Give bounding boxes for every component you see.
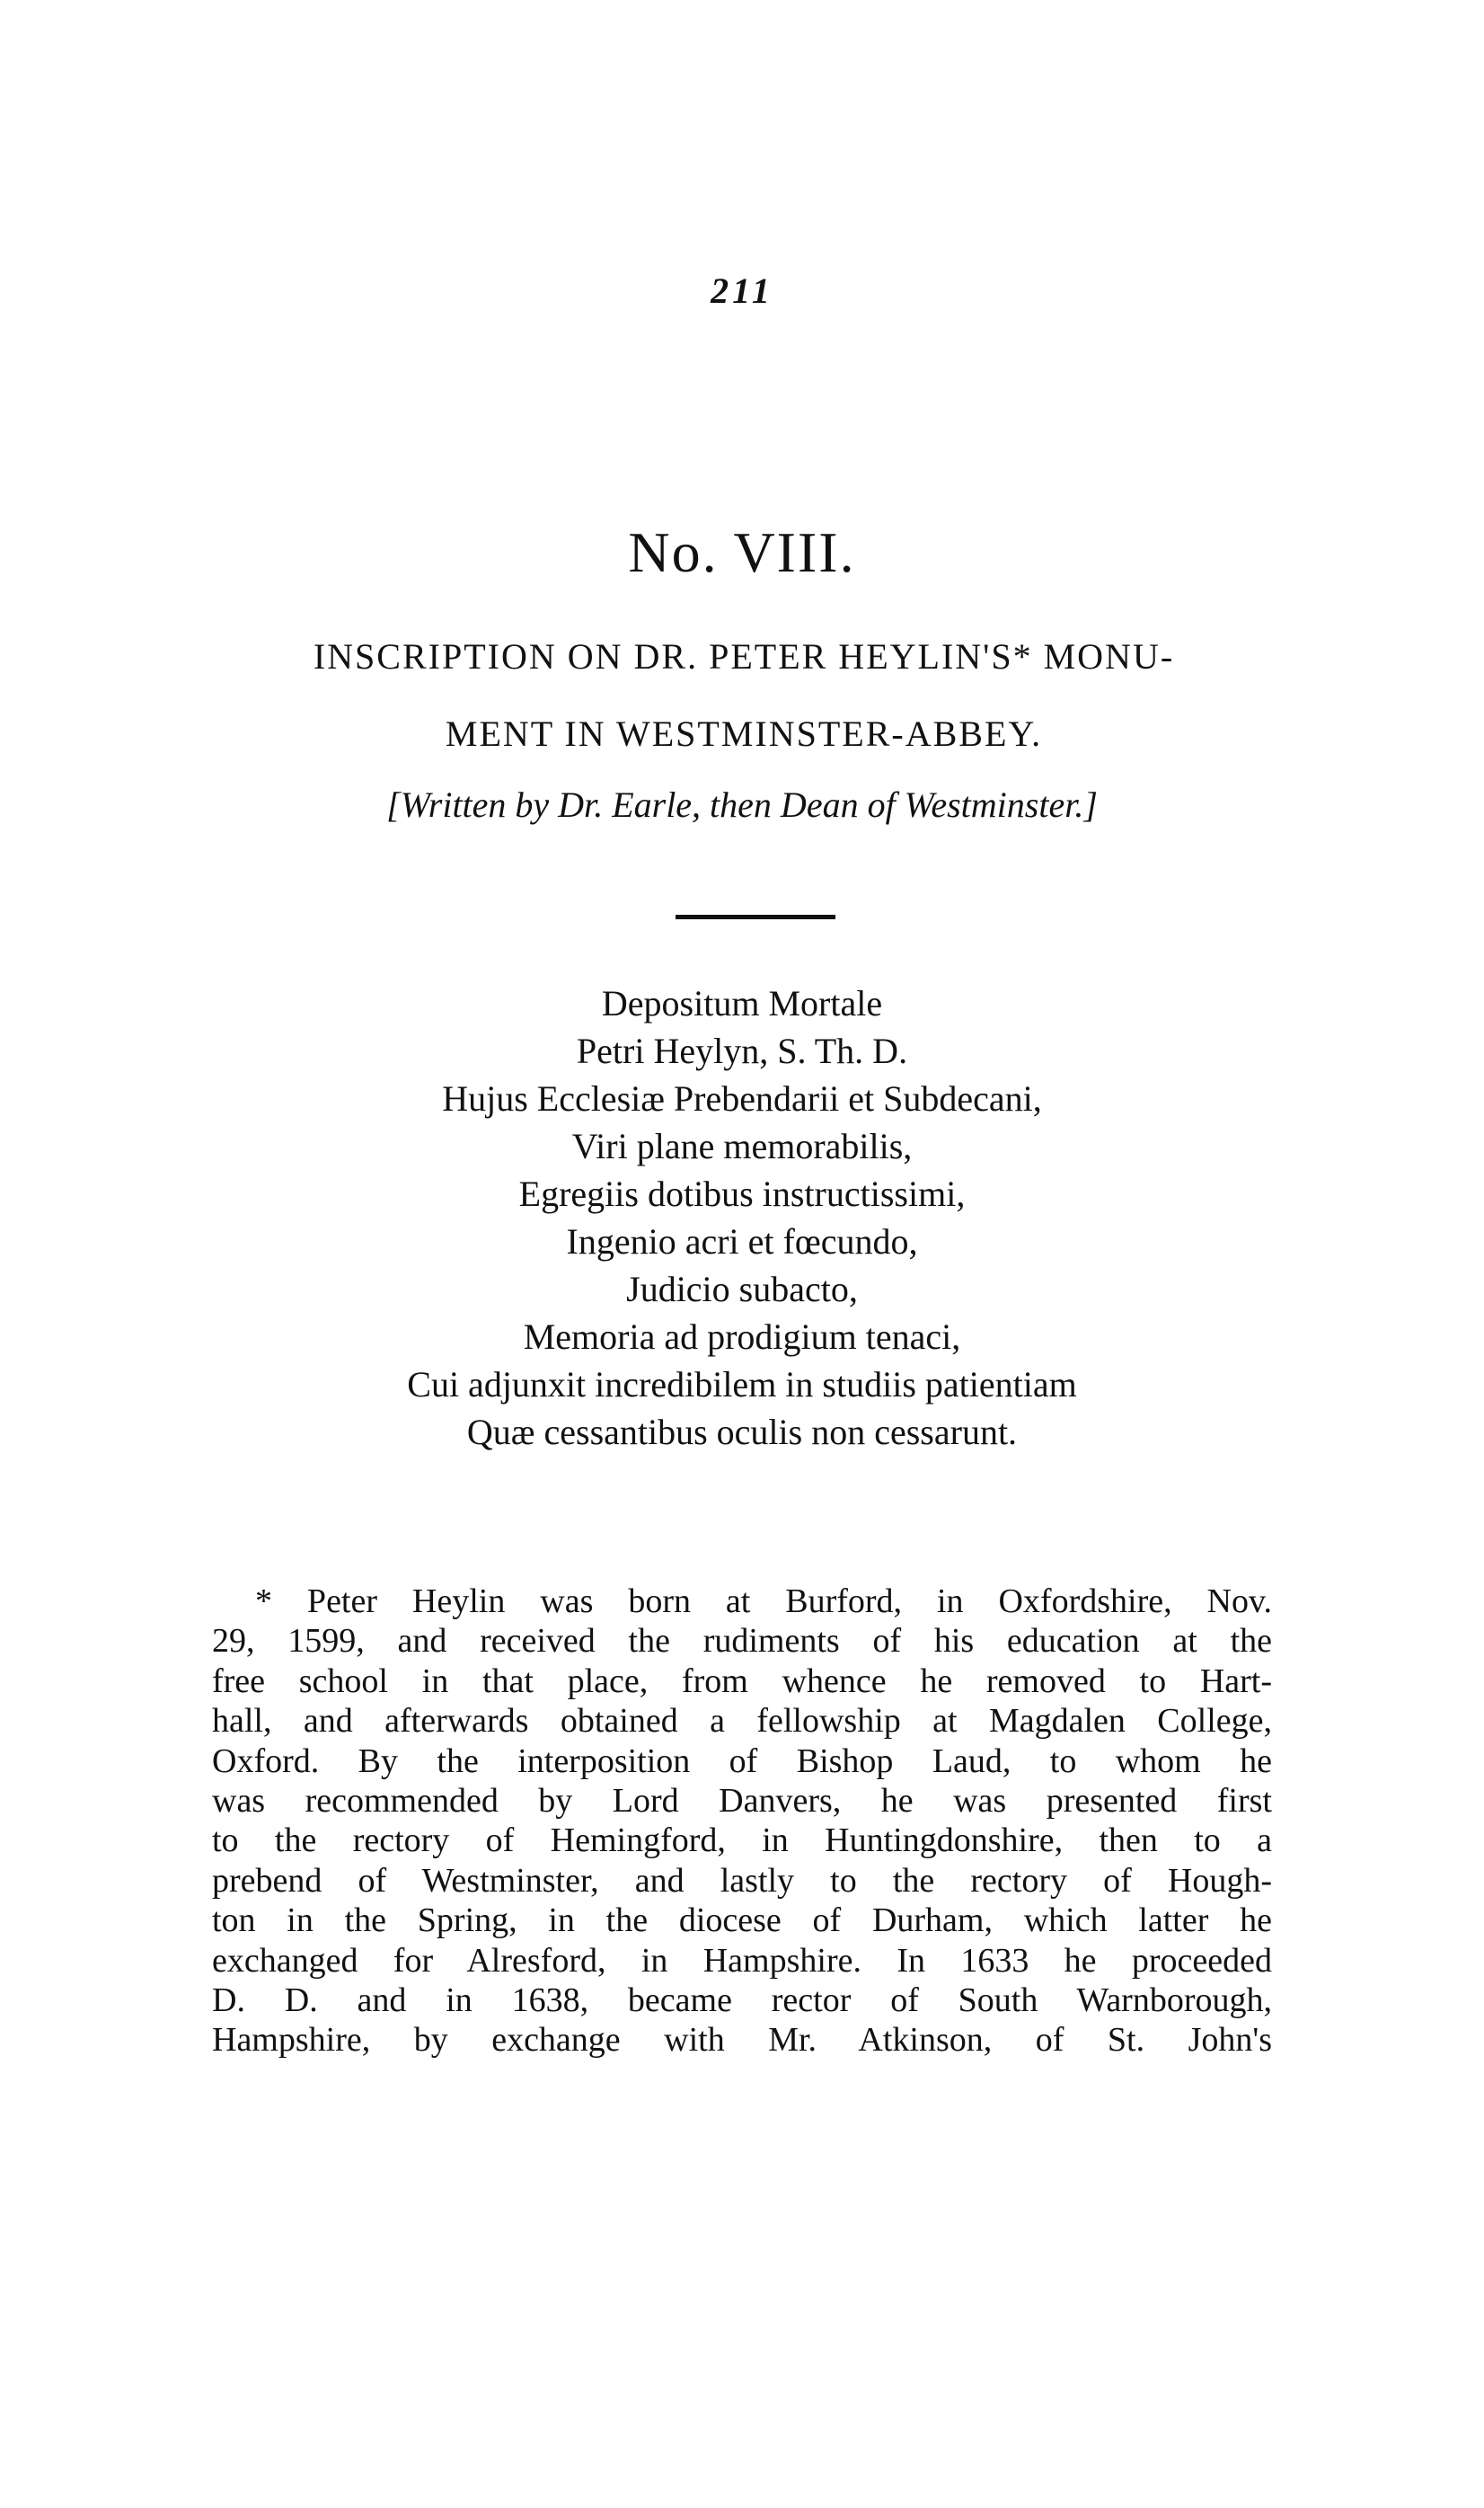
inscription-line: Judicio subacto, <box>626 1269 858 1309</box>
byline: [Written by Dr. Earle, then Dean of Westminster.] <box>386 784 1098 825</box>
footnote-line: was recommended by Lord Danvers, he was presented first <box>212 1782 1272 1821</box>
inscription-line: Memoria ad prodigium tenaci, <box>523 1316 961 1357</box>
footnote-line: Oxford. By the interposition of Bishop Laud, to whom he <box>212 1741 1272 1780</box>
inscription-line: Depositum Mortale <box>601 983 883 1024</box>
footnote-line: Hampshire, by exchange with Mr. Atkinson, of St. John's <box>212 2021 1272 2060</box>
footnote-line: hall, and afterwards obtained a fellowship at Magdalen College, <box>212 1702 1272 1741</box>
footnote-line: ton in the Spring, in the diocese of Durham, which latter he <box>212 1901 1272 1940</box>
footnote-line: to the rectory of Hemingford, in Huntingdonshire, then to a <box>212 1821 1272 1860</box>
footnote-line: free school in that place, from whence he removed to Hart- <box>212 1662 1272 1700</box>
inscription-line: Ingenio acri et fœcundo, <box>566 1221 918 1262</box>
inscription-line: Hujus Ecclesiæ Prebendarii et Subdecani, <box>442 1078 1042 1119</box>
title-line: INSCRIPTION ON DR. PETER HEYLIN'S* MONU- <box>313 636 1175 677</box>
footnote <box>212 1582 1272 2060</box>
footnote-line: exchanged for Alresford, in Hampshire. In 1633 he proceeded <box>212 1941 1272 1980</box>
title-line: MENT IN WESTMINSTER-ABBEY. <box>445 713 1043 754</box>
footnote-line: * Peter Heylin was born at Burford, in Oxfordshire, Nov. <box>255 1582 1272 1620</box>
footnote-line: prebend of Westminster, and lastly to the rectory of Hough- <box>212 1861 1272 1900</box>
inscription-line: Quæ cessantibus oculis non cessarunt. <box>466 1412 1018 1452</box>
inscription-line: Egregiis dotibus instructissimi, <box>518 1174 966 1214</box>
horizontal-rule <box>676 915 835 919</box>
footnote-line: D. D. and in 1638, became rector of South Warnborough, <box>212 1981 1272 2020</box>
inscription-line: Viri plane memorabilis, <box>571 1126 913 1166</box>
footnote-line: 29, 1599, and received the rudiments of his education at the <box>212 1622 1272 1661</box>
inscription-line: Cui adjunxit incredibilem in studiis patientiam <box>407 1364 1077 1405</box>
page-number: 211 <box>711 270 773 311</box>
section-heading: No. VIII. <box>628 520 856 584</box>
inscription-title <box>214 618 1274 773</box>
inscription-line: Petri Heylyn, S. Th. D. <box>576 1031 908 1071</box>
inscription-text <box>180 979 1304 1456</box>
